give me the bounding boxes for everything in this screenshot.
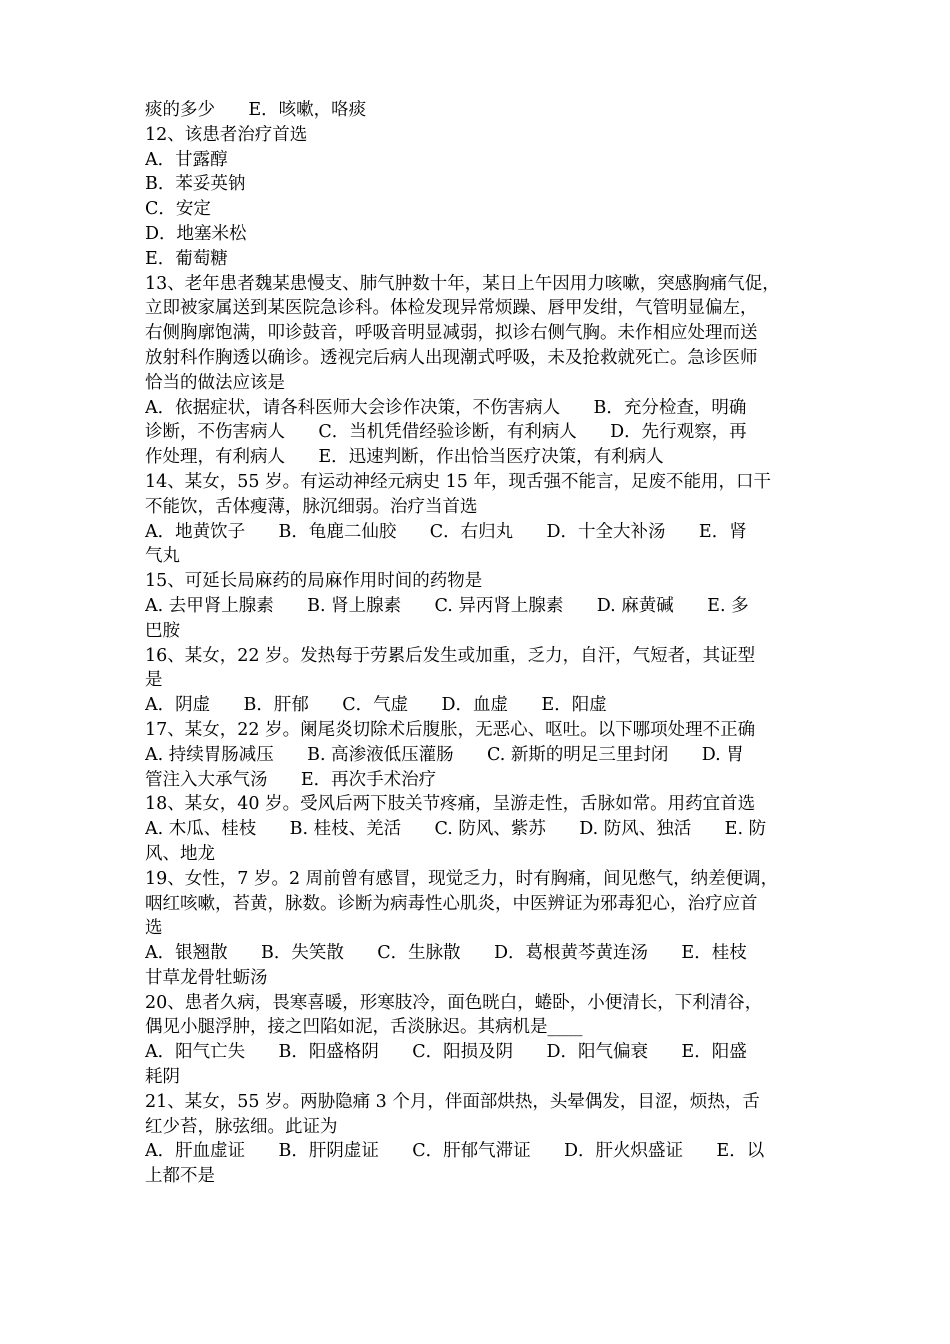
text-line: A．阴虚 B．肝郁 C．气虚 D．血虚 E．阳虚	[145, 695, 607, 716]
text-line: 咽红咳嗽，苔黄，脉数。诊断为病毒性心肌炎，中医辨证为邪毒犯心，治疗应首	[145, 893, 758, 914]
text-line: 恰当的做法应该是	[145, 372, 285, 393]
text-line: 风、地龙	[145, 843, 215, 864]
text-line: 上都不是	[145, 1166, 215, 1187]
text-line: 21、某女，55 岁。两胁隐痛 3 个月，伴面部烘热，头晕偶发，目涩，烦热，舌	[145, 1091, 760, 1112]
text-line: 管注入大承气汤 E．再次手术治疗	[145, 769, 437, 790]
text-line: 偶见小腿浮肿，接之凹陷如泥，舌淡脉迟。其病机是____	[145, 1017, 583, 1038]
text-line: 12、该患者治疗首选	[145, 124, 308, 145]
text-line: 耗阴	[145, 1067, 180, 1088]
text-line: A．阳气亡失 B．阳盛格阴 C．阳损及阴 D．阳气偏衰 E．阳盛	[145, 1042, 747, 1063]
text-line: D．地塞米松	[145, 223, 247, 244]
text-line: A．银翘散 B．失笑散 C．生脉散 D．葛根黄芩黄连汤 E．桂枝	[145, 943, 747, 964]
text-line: 选	[145, 918, 163, 939]
page-body-text	[145, 98, 813, 1189]
text-line: 右侧胸廓饱满，叩诊鼓音，呼吸音明显减弱，拟诊右侧气胸。未作相应处理而送	[145, 323, 758, 344]
text-line: 痰的多少 E．咳嗽，咯痰	[145, 100, 367, 120]
text-line: A．地黄饮子 B．龟鹿二仙胶 C．右归丸 D．十全大补汤 E．肾	[145, 521, 747, 542]
text-line: A．依据症状，请各科医师大会诊作决策，不伤害病人 B．充分检查，明确	[145, 397, 747, 418]
text-line: 15、可延长局麻药的局麻作用时间的药物是	[145, 571, 483, 592]
text-line: 14、某女，55 岁。有运动神经元病史 15 年，现舌强不能言，足废不能用，口干	[145, 471, 771, 492]
text-line: 红少苔，脉弦细。此证为	[145, 1116, 338, 1137]
text-line: C．安定	[145, 199, 211, 220]
text-line: 气丸	[145, 546, 180, 567]
text-line: E．葡萄糖	[145, 248, 228, 269]
text-line: 是	[145, 670, 163, 691]
text-line: B．苯妥英钠	[145, 174, 246, 195]
text-line: A．甘露醇	[145, 149, 228, 170]
text-line: A. 木瓜、桂枝 B. 桂枝、羌活 C. 防风、紫苏 D. 防风、独活 E. 防	[145, 819, 767, 840]
text-line: 放射科作胸透以确诊。透视完后病人出现潮式呼吸，未及抢救就死亡。急诊医师	[145, 347, 758, 368]
text-line: 13、老年患者魏某患慢支、肺气肿数十年，某日上午因用力咳嗽，突感胸痛气促，	[145, 273, 780, 294]
text-line: 立即被家属送到某医院急诊科。体检发现异常烦躁、唇甲发绀，气管明显偏左，	[145, 298, 758, 319]
text-line: 作处理，有利病人 E．迅速判断，作出恰当医疗决策，有利病人	[145, 447, 664, 468]
text-line: 16、某女，22 岁。发热每于劳累后发生或加重，乏力，自汗，气短者，其证型	[145, 645, 756, 666]
text-line: 20、患者久病，畏寒喜暖，形寒肢冷，面色晄白，蜷卧，小便清长，下利清谷，	[145, 992, 763, 1013]
text-line: A. 持续胃肠减压 B. 高渗液低压灌肠 C. 新斯的明足三里封闭 D. 胃	[145, 744, 744, 765]
text-line: 诊断，不伤害病人 C．当机凭借经验诊断，有利病人 D．先行观察，再	[145, 422, 747, 443]
text-line: A. 去甲肾上腺素 B. 肾上腺素 C. 异丙肾上腺素 D. 麻黄碱 E. 多	[145, 595, 749, 616]
text-line: 18、某女，40 岁。受风后两下肢关节疼痛，呈游走性，舌脉如常。用药宜首选	[145, 794, 756, 815]
text-line: 巴胺	[145, 620, 180, 641]
text-line: 17、某女，22 岁。阑尾炎切除术后腹胀，无恶心、呕吐。以下哪项处理不正确	[145, 719, 756, 740]
text-line: 甘草龙骨牡蛎汤	[145, 967, 268, 988]
text-line: 不能饮，舌体瘦薄，脉沉细弱。治疗当首选	[145, 496, 478, 517]
text-line: 19、女性，7 岁。2 周前曾有感冒，现觉乏力，时有胸痛，间见憋气，纳差便调，	[145, 868, 779, 889]
text-line: A．肝血虚证 B．肝阴虚证 C．肝郁气滞证 D．肝火炽盛证 E．以	[145, 1141, 765, 1162]
